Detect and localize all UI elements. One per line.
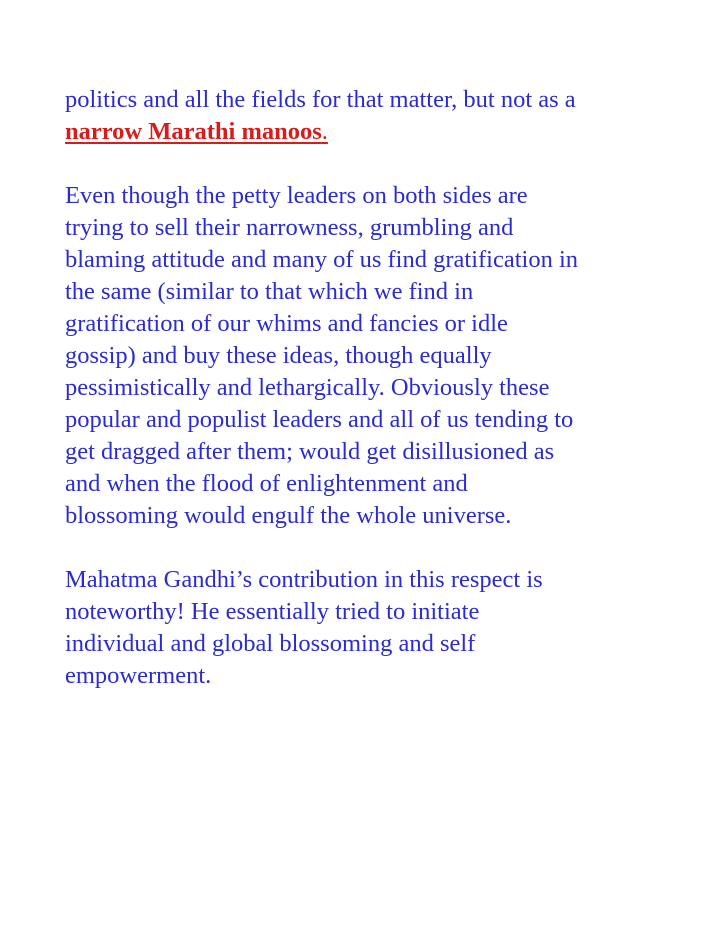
paragraph-2-line: the same (similar to that which we find in xyxy=(65,278,474,305)
highlighted-phrase: narrow Marathi manoos xyxy=(65,118,322,145)
paragraph-2-line: Even though the petty leaders on both sides are xyxy=(65,182,528,209)
paragraph-3-line: noteworthy! He essentially tried to initiate xyxy=(65,598,480,625)
paragraph-2-line: get dragged after them; would get disillusioned as xyxy=(65,438,555,465)
paragraph-2-line: popular and populist leaders and all of us tending to xyxy=(65,406,574,433)
paragraph-2-line: trying to sell their narrowness, grumbling and xyxy=(65,214,514,241)
paragraph-1-line-1: politics and all the fields for that matter, but not as a xyxy=(65,86,576,113)
paragraph-1-line-2 xyxy=(65,116,720,148)
document-body xyxy=(65,84,720,692)
paragraph-3-line: individual and global blossoming and self xyxy=(65,630,476,657)
paragraph-2-line: blossoming would engulf the whole universe. xyxy=(65,502,512,529)
paragraph-spacer xyxy=(65,532,720,564)
paragraph-spacer xyxy=(65,148,720,180)
paragraph-2-line: blaming attitude and many of us find gratification in xyxy=(65,246,579,273)
paragraph-2-line: pessimistically and lethargically. Obviously these xyxy=(65,374,550,401)
paragraph-3-line: Mahatma Gandhi’s contribution in this respect is xyxy=(65,566,543,593)
paragraph-2-line: gratification of our whims and fancies or idle xyxy=(65,310,508,337)
paragraph-3-line: empowerment. xyxy=(65,662,212,689)
paragraph-2-line: gossip) and buy these ideas, though equally xyxy=(65,342,492,369)
paragraph-2-line: and when the flood of enlightenment and xyxy=(65,470,468,497)
highlighted-phrase-tail: . xyxy=(321,118,328,145)
